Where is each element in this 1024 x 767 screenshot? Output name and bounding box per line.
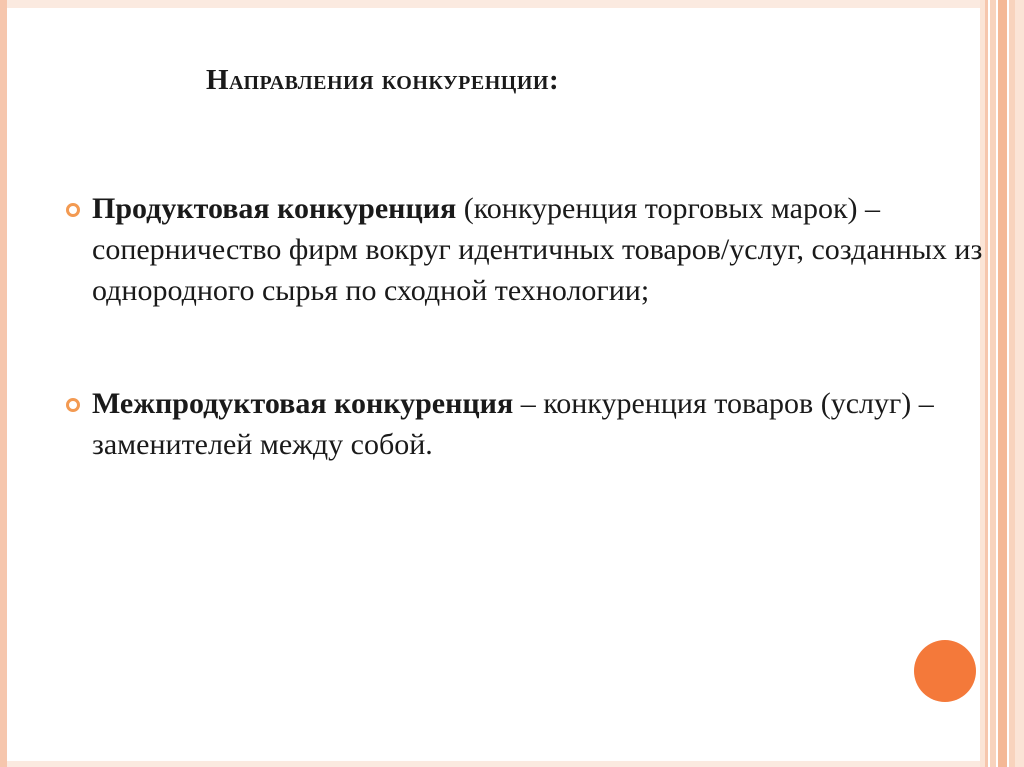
frame-right-stripe [1015, 0, 1024, 767]
filled-circle-icon [914, 640, 976, 702]
frame-left-border [0, 0, 7, 767]
bullet-term: Межпродуктовая конкуренция [92, 387, 514, 420]
bullet-text: – конкуренция товаров (услуг) – заменителей между собой. [92, 387, 934, 461]
bullet-term: Продуктовая конкуренция [92, 192, 457, 225]
bullet-item [66, 383, 986, 465]
bullet-item [66, 188, 986, 311]
hollow-circle-icon [66, 203, 80, 217]
bullet-list [66, 188, 986, 465]
bullet-text: (конкуренция торговых марок) – соперничество фирм вокруг идентичных товаров/услуг, созданных из однородного сырья по сходной технологии; [92, 192, 983, 307]
frame-right-stripe [998, 0, 1007, 767]
frame-bottom-border [0, 761, 1024, 767]
slide-title: Направления конкуренции: [206, 64, 560, 96]
hollow-circle-icon [66, 398, 80, 412]
frame-top-border [0, 0, 1024, 8]
